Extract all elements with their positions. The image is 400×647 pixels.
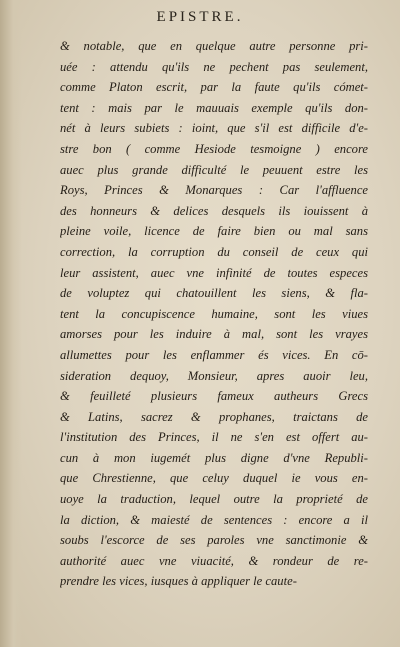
text-line: la diction, & maiesté de sentences : encore a il [60,512,368,527]
text-line: leur assistent, auec vne infinité de toutes especes [60,265,368,280]
text-line: & Latins, sacrez & prophanes, traictans de [60,409,368,424]
text-line: amorses pour les induire à mal, sont les vrayes [60,327,368,342]
text-line: cun à mon iugemét plus digne d'vne Republi- [60,450,368,465]
text-line: que Chrestienne, que celuy duquel ie vous en- [60,471,368,486]
text-line: tent la concupiscence humaine, sont les viues [60,306,368,321]
text-line: prendre les vices, iusques à appliquer le caute- [60,574,297,589]
text-line: uée : attendu qu'ils ne pechent pas seulement, [60,59,368,74]
text-line: & notable, que en quelque autre personne pri- [60,39,368,53]
page-gutter-shadow [0,0,22,647]
text-line: comme Platon escrit, par la faute qu'ils cómet- [60,80,368,95]
text-line: uoye la traduction, lequel outre la proprieté de [60,492,368,507]
text-line: stre bon ( comme Hesiode tesmoigne ) encore [60,141,368,156]
text-line: des honneurs & delices desquels ils iouissent à [60,203,368,218]
text-line: authorité auec vne viuacité, & rondeur de re- [60,553,368,568]
body-text [60,36,368,592]
text-line: auec plus grande difficulté le peuuent estre les [60,162,368,177]
text-line: Roys, Princes & Monarques : Car l'affluence [60,183,368,198]
text-line: l'institution des Princes, il ne s'en est offert au- [60,430,368,445]
text-line: correction, la corruption du conseil de ceux qui [60,244,368,259]
text-line: tent : mais par le mauuais exemple qu'ils don- [60,100,368,115]
text-line: nét à leurs subiets : ioint, que s'il est difficile d'e- [60,121,368,136]
text-line: & feuilleté plusieurs fameux autheurs Grecs [60,389,368,404]
text-line: allumettes pour les enflammer és vices. En cō- [60,347,368,362]
text-line: soubs l'escorce de ses paroles vne sanctimonie & [60,533,368,548]
text-line: sideration dequoy, Monsieur, apres auoir leu, [60,368,368,383]
text-line: de voluptez qui chatouillent les siens, & fla- [60,286,368,301]
text-line: pleine voile, licence de faire bien ou mal sans [60,224,368,239]
running-head: EPISTRE. [156,9,244,25]
